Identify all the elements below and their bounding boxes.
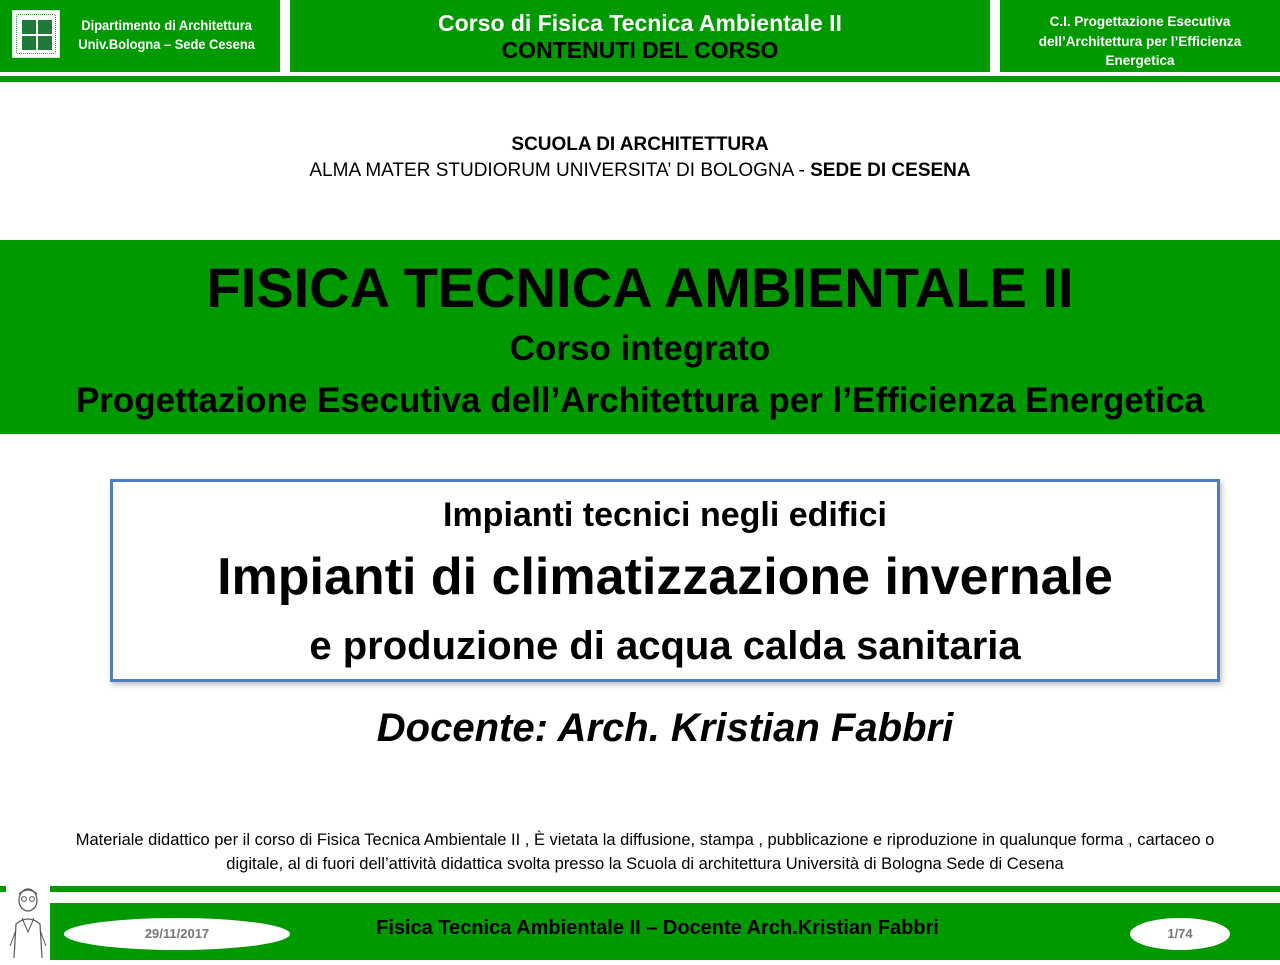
- course-banner: [0, 240, 1280, 434]
- professor-figure-icon: [6, 884, 50, 960]
- copyright-line-2: digitale, al di fuori dell’attività didattica svolta presso la Scuola di architettura Università di Bologna Sede di Cesena: [226, 855, 1064, 873]
- department-line-2: Univ.Bologna – Sede Cesena: [78, 36, 255, 52]
- banner-subtitle-2: Progettazione Esecutiva dell’Architettura per l’Efficienza Energetica: [75, 381, 1205, 420]
- integrated-course-line-3: Energetica: [1105, 53, 1175, 68]
- course-title: Corso di Fisica Tecnica Ambientale II: [438, 10, 842, 36]
- copyright-line-1: Materiale didattico per il corso di Fisica Tecnica Ambientale II , È vietata la diffusione, stampa , pubblicazione e riproduzione in qualunque forma , cartaceo o: [75, 831, 1215, 849]
- school-name: SCUOLA DI ARCHITETTURA: [511, 134, 769, 155]
- banner-subtitle-1: Corso integrato: [509, 329, 771, 368]
- topic-subtitle: e produzione di acqua calda sanitaria: [309, 624, 1021, 668]
- topic-title: Impianti di climatizzazione invernale: [217, 548, 1113, 606]
- page-number-badge: 1/74: [1130, 918, 1230, 950]
- integrated-course-line-2: dell’Architettura per l’Efficienza: [1038, 33, 1242, 49]
- header-right-panel: [1000, 0, 1280, 72]
- footer-divider: [0, 886, 1280, 892]
- header-center-panel: [290, 0, 990, 72]
- lecturer-name: Docente: Arch. Kristian Fabbri: [376, 706, 954, 750]
- topic-box: [110, 479, 1220, 682]
- university-name: [0, 160, 1280, 182]
- university-seat: SEDE DI CESENA: [810, 160, 971, 181]
- department-line-1: Dipartimento di Architettura: [81, 17, 252, 33]
- course-subtitle: CONTENUTI DEL CORSO: [501, 37, 779, 63]
- university-name-main: ALMA MATER STUDIORUM UNIVERSITA’ DI BOLOGNA -: [309, 160, 811, 181]
- integrated-course-label: [1000, 12, 1280, 71]
- footer-text: Fisica Tecnica Ambientale II – Docente Arch.Kristian Fabbri: [376, 917, 939, 939]
- copyright-notice: [20, 828, 1270, 876]
- banner-title: FISICA TECNICA AMBIENTALE II: [206, 256, 1074, 319]
- topic-heading: Impianti tecnici negli edifici: [443, 496, 887, 534]
- header-left-panel: [0, 0, 280, 72]
- header-divider: [0, 76, 1280, 82]
- date-badge: 29/11/2017: [64, 918, 290, 950]
- department-name: [70, 16, 263, 54]
- faculty-logo-icon: [12, 10, 60, 58]
- integrated-course-line-1: C.I. Progettazione Esecutiva: [1049, 14, 1231, 29]
